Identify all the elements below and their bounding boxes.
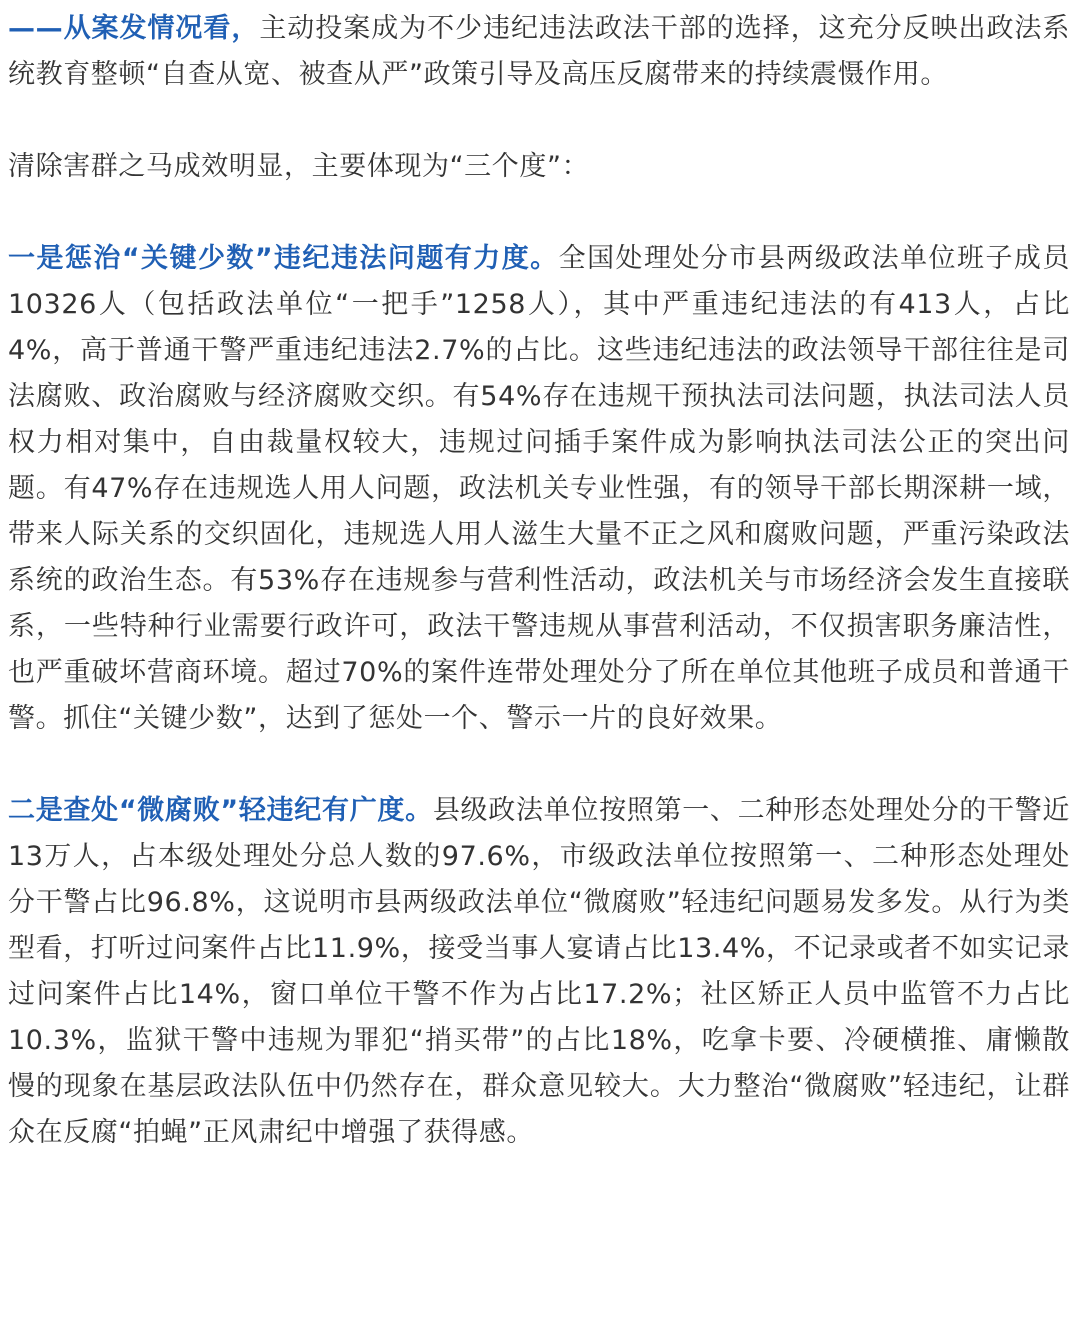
paragraph-text: 主动投案成为不少违纪违法政法干部的选择，这充分反映出政法系统教育整顿“自查从宽、被查从严”政策引导及高压反腐带来的持续震慑作用。 [8, 13, 1070, 90]
paragraph-key-minority [8, 236, 1070, 742]
paragraph-lead-heading: ——从案发情况看， [8, 13, 260, 44]
paragraph-lead-heading: 一是惩治“关键少数”违纪违法问题有力度。 [8, 243, 559, 274]
article-body [8, 6, 1070, 1156]
paragraph-micro-corruption [8, 788, 1070, 1156]
paragraph-text: 县级政法单位按照第一、二种形态处理处分的干警近13万人，占本级处理处分总人数的97.6%，市级政法单位按照第一、二种形态处理处分干警占比96.8%，这说明市县两级政法单位“微腐败”轻违纪问题易发多发。从行为类型看，打听过问案件占比11.9%，接受当事人宴请占比13.4%，不记录或者不如实记录过问案件占比14%，窗口单位干警不作为占比17.2%；社区矫正人员中监管不力占比10.3%，监狱干警中违规为罪犯“捎买带”的占比18%，吃拿卡要、冷硬横推、庸懒散慢的现象在基层政法队伍中仍然存在，群众意见较大。大力整治“微腐败”轻违纪，让群众在反腐“拍蝇”正风肃纪中增强了获得感。 [8, 795, 1070, 1148]
paragraph-lead-heading: 二是查处“微腐败”轻违纪有广度。 [8, 795, 433, 826]
paragraph-three-degrees [8, 144, 1070, 190]
paragraph-text: 全国处理处分市县两级政法单位班子成员10326人（包括政法单位“一把手”1258人），其中严重违纪违法的有413人，占比4%，高于普通干警严重违纪违法2.7%的占比。这些违纪违法的政法领导干部往往是司法腐败、政治腐败与经济腐败交织。有54%存在违规干预执法司法问题，执法司法人员权力相对集中，自由裁量权较大，违规过问插手案件成为影响执法司法公正的突出问题。有47%存在违规选人用人问题，政法机关专业性强，有的领导干部长期深耕一域，带来人际关系的交织固化，违规选人用人滋生大量不正之风和腐败问题，严重污染政法系统的政治生态。有53%存在违规参与营利性活动，政法机关与市场经济会发生直接联系，一些特种行业需要行政许可，政法干警违规从事营利活动，不仅损害职务廉洁性，也严重破坏营商环境。超过70%的案件连带处理处分了所在单位其他班子成员和普通干警。抓住“关键少数”，达到了惩处一个、警示一片的良好效果。 [8, 243, 1070, 734]
paragraph-text: 清除害群之马成效明显，主要体现为“三个度”： [8, 151, 590, 182]
paragraph-case-situation [8, 6, 1070, 98]
